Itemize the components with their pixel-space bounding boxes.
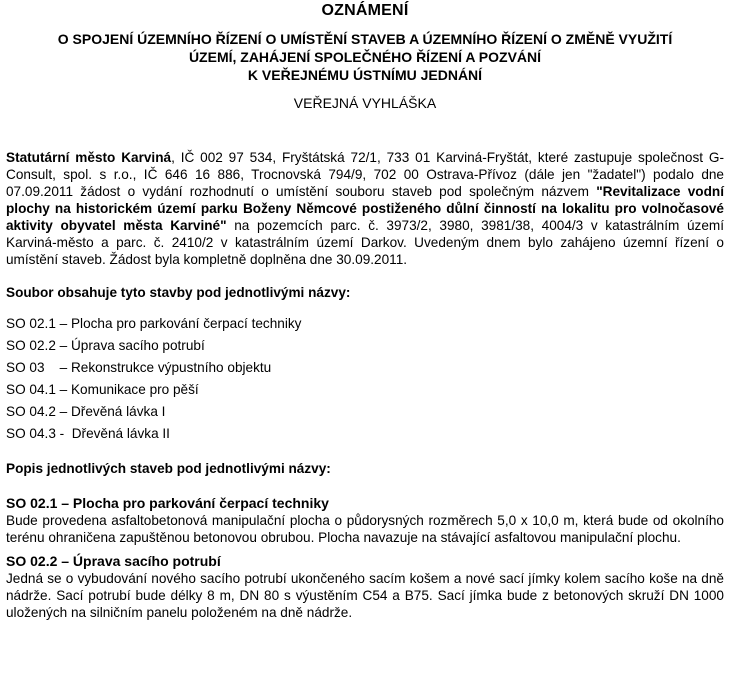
structures-list — [6, 313, 724, 445]
soubor-heading: Soubor obsahuje tyto stavby pod jednotlivými názvy: — [6, 285, 351, 300]
list-item: SO 03 – Rekonstrukce výpustního objektu — [6, 360, 272, 375]
so021-description: Bude provedena asfaltobetonová manipulační plocha o půdorysných rozměrech 5,0 x 10,0 m, která bude od okolního terénu ohraničena zapuštěnou betonovou obrubou. Plocha navazuje na stávající asfaltovou manipulační plochu. — [6, 513, 724, 545]
document-header — [6, 0, 724, 112]
list-item: SO 04.3 - Dřevěná lávka II — [6, 426, 170, 441]
list-item: SO 04.1 – Komunikace pro pěší — [6, 382, 199, 397]
project-name: "Revitalizace vodní plochy na historickém území parku Boženy Němcové postiženého důlní činností na lokalitu pro volnočasové aktivity obyvatel města Karviné" — [6, 184, 724, 233]
applicant-name: Statutární město Karviná — [6, 150, 172, 165]
intro-text-part-1: , IČ 002 97 534, Fryštátská 72/1, 733 01 Karviná-Fryštát, které zastupuje společnost G-Consult, spol. s r.o., IČ 646 16 886, Trocnovská 794/9, 702 00 Ostrava-Přívoz (dále jen "žadatel") podalo dne 07.09.2011 žádost o vydání rozhodnutí o umístění souboru staveb pod společným názvem — [6, 150, 724, 199]
intro-paragraph — [6, 149, 724, 268]
document-title: OZNÁMENÍ — [321, 2, 409, 19]
so021-heading: SO 02.1 – Plocha pro parkování čerpací techniky — [6, 495, 329, 511]
list-item: SO 02.2 – Úprava sacího potrubí — [6, 338, 205, 353]
subtitle-line-3: K VEŘEJNÉMU ÚSTNÍMU JEDNÁNÍ — [247, 67, 483, 83]
popis-heading: Popis jednotlivých staveb pod jednotlivými názvy: — [6, 461, 331, 476]
subtitle-line-1: O SPOJENÍ ÚZEMNÍHO ŘÍZENÍ O UMÍSTĚNÍ STAVEB A ÚZEMNÍHO ŘÍZENÍ O ZMĚNĚ VYUŽITÍ — [57, 31, 673, 47]
so022-heading: SO 02.2 – Úprava sacího potrubí — [6, 553, 221, 569]
public-notice-label: VEŘEJNÁ VYHLÁŠKA — [293, 95, 437, 111]
so022-description: Jedná se o vybudování nového sacího potrubí ukončeného sacím košem a nové sací jímky kolem sacího koše na dně nádrže. Sací potrubí bude délky 8 m, DN 80 s výustěním C54 a B75. Sací jímka bude z betonových skruží DN 1000 uložených na silničním panelu položeném na dně nádrže. — [6, 571, 724, 620]
subtitle-line-2: ÚZEMÍ, ZAHÁJENÍ SPOLEČNÉHO ŘÍZENÍ A POZVÁNÍ — [188, 49, 542, 65]
list-item: SO 02.1 – Plocha pro parkování čerpací techniky — [6, 316, 302, 331]
list-item: SO 04.2 – Dřevěná lávka I — [6, 404, 166, 419]
intro-text-part-2: na pozemcích parc. č. 3973/2, 3980, 3981/38, 4004/3 v katastrálním území Karviná-město a parc. č. 2410/2 v katastrálním území Darkov. Uvedeným dnem bylo zahájeno územní řízení o umístění staveb. Žádost byla kompletně doplněna dne 30.09.2011. — [6, 218, 724, 267]
